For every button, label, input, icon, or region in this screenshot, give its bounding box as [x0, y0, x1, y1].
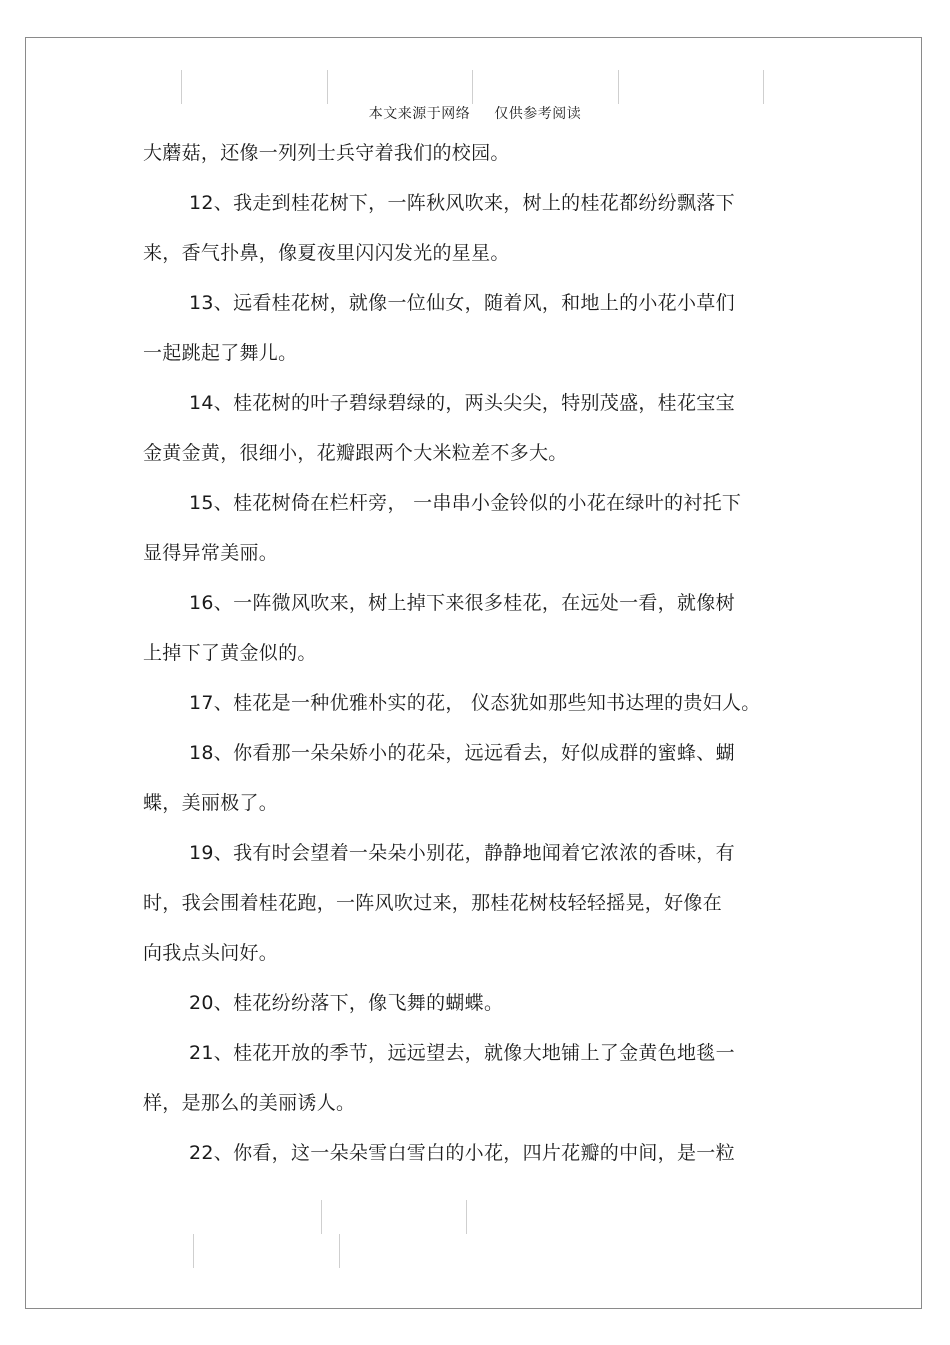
text-line: 19、我有时会望着一朵朵小别花，静静地闻着它浓浓的香味，有 — [189, 842, 735, 864]
text-line: 16、一阵微风吹来，树上掉下来很多桂花，在远处一看，就像树 — [189, 592, 735, 614]
text-line: 显得异常美丽。 — [143, 542, 279, 564]
text-line: 14、桂花树的叶子碧绿碧绿的，两头尖尖，特别茂盛，桂花宝宝 — [189, 392, 735, 414]
text-line: 21、桂花开放的季节，远远望去，就像大地铺上了金黄色地毯一 — [189, 1042, 735, 1064]
text-line: 20、桂花纷纷落下，像飞舞的蝴蝶。 — [189, 992, 504, 1014]
bottom-rule-1 — [321, 1200, 322, 1234]
top-rule-5 — [763, 70, 764, 104]
text-line: 样，是那么的美丽诱人。 — [143, 1092, 356, 1114]
top-rule-4 — [618, 70, 619, 104]
text-line: 17、桂花是一种优雅朴实的花， 仪态犹如那些知书达理的贵妇人。 — [189, 692, 761, 714]
top-rule-2 — [327, 70, 328, 104]
bottom-rule-3 — [193, 1234, 194, 1268]
text-line: 22、你看，这一朵朵雪白雪白的小花，四片花瓣的中间，是一粒 — [189, 1142, 735, 1164]
text-line: 15、桂花树倚在栏杆旁， 一串串小金铃似的小花在绿叶的衬托下 — [189, 492, 742, 514]
text-line: 时，我会围着桂花跑，一阵风吹过来，那桂花树枝轻轻摇晃，好像在 — [143, 892, 723, 914]
text-line: 金黄金黄，很细小，花瓣跟两个大米粒差不多大。 — [143, 442, 568, 464]
source-note — [0, 103, 950, 123]
text-line: 上掉下了黄金似的。 — [143, 642, 317, 664]
top-rule-1 — [181, 70, 182, 104]
bottom-rule-2 — [466, 1200, 467, 1234]
text-line: 来，香气扑鼻，像夏夜里闪闪发光的星星。 — [143, 242, 510, 264]
text-line: 向我点头问好。 — [143, 942, 279, 964]
text-line: 大蘑菇，还像一列列士兵守着我们的校园。 — [143, 142, 510, 164]
text-line: 12、我走到桂花树下，一阵秋风吹来，树上的桂花都纷纷飘落下 — [189, 192, 735, 214]
top-rule-3 — [472, 70, 473, 104]
text-line: 18、你看那一朵朵娇小的花朵，远远看去，好似成群的蜜蜂、蝴 — [189, 742, 735, 764]
text-line: 蝶，美丽极了。 — [143, 792, 279, 814]
bottom-rule-4 — [339, 1234, 340, 1268]
text-line: 13、远看桂花树，就像一位仙女，随着风，和地上的小花小草们 — [189, 292, 735, 314]
document-body — [143, 128, 788, 1178]
source-note-left: 本文来源于网络 — [368, 106, 471, 122]
source-note-right: 仅供参考阅读 — [494, 106, 582, 122]
text-line: 一起跳起了舞儿。 — [143, 342, 298, 364]
